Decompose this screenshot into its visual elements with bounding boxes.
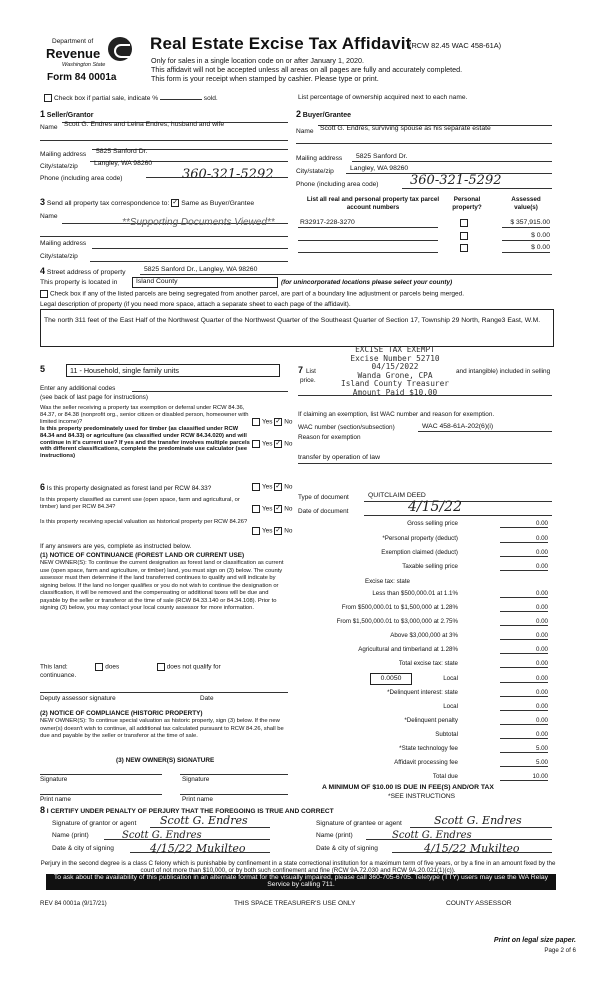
fee-row: Above $3,000,000 at 3% 0.00	[390, 632, 548, 639]
exemption-reason-label: Reason for exemption	[298, 434, 361, 441]
seller-city[interactable]: Langley, WA 98260	[94, 160, 153, 167]
grantor-name-label: Name (print)	[52, 832, 89, 839]
sec7-list-label: List	[306, 368, 316, 375]
assessed-value[interactable]: $ 357,915.00	[510, 219, 550, 226]
exemption-yes-no: Yes ✓ No	[252, 418, 292, 426]
exemption-question: Was the seller receiving a property tax exemption or deferral under RCW 84.36, 84.37, or 84.38 (nonprofit org., senior citizen or disabled person, homeowner with limited income)?	[40, 405, 249, 425]
ag-timber-tax[interactable]: 0.00	[500, 646, 548, 654]
fee-row: Total excise tax: state 0.00	[398, 660, 548, 667]
wac-number-label: WAC number (section/subsection)	[298, 424, 395, 431]
buyer-mail-label: Mailing address	[296, 155, 343, 162]
local-rate: 0.0050	[380, 675, 402, 682]
owner-signature-label-2: Signature	[182, 776, 210, 783]
buyer-name[interactable]: Scott G. Endres, surviving spouse as his separate estate	[320, 125, 491, 132]
fee-row: From $1,500,000.01 to $3,000,000 at 2.75% 0.00	[336, 618, 548, 625]
assessed-value[interactable]: $ 0.00	[531, 244, 550, 251]
ownership-note: List percentage of ownership acquired next to each name.	[298, 94, 468, 101]
subtotal[interactable]: 0.00	[500, 731, 548, 739]
historic-yes-checkbox[interactable]	[252, 527, 260, 535]
buyer-name-label: Name	[296, 128, 314, 135]
fee-row: Total due 10.00	[432, 773, 548, 780]
personal-property-deduct[interactable]: 0.00	[500, 535, 548, 543]
deputy-date-label: Date	[200, 695, 214, 702]
fee-row: *State technology fee 5.00	[399, 745, 548, 752]
seller-mail-label: Mailing address	[40, 151, 87, 158]
fee-row: Subtotal 0.00	[435, 731, 548, 738]
parcel-col-header: List all real and personal property tax parcel account numbers	[306, 196, 440, 211]
partial-sale-suffix: sold.	[203, 94, 218, 102]
additional-codes-note: (see back of last page for instructions)	[40, 394, 148, 401]
agency-name: Revenue	[46, 46, 101, 61]
section-7-number: 7	[298, 365, 304, 375]
historic-no-checkbox[interactable]	[274, 527, 282, 535]
continuance-word: continuance.	[40, 672, 77, 679]
seller-phone[interactable]: 360-321-5292	[182, 167, 274, 182]
street-address-row: 4 Street address of property	[40, 266, 126, 276]
header-line-2: This affidavit will not be accepted unless all areas on all pages are fully and accurately completed.	[151, 65, 463, 74]
timber-question: Is this property predominately used for timber (as classified under RCW 84.34 and 84.33) or agriculture (as classified under RCW 84.34.020) and will continue in it's current use? If yes and the transfer involves multiple parcels with different classifications, complete the predominate use calculator (see instructions)	[40, 426, 250, 460]
county-assessor-label: COUNTY ASSESSOR	[446, 900, 512, 907]
fee-row: Gross selling price 0.00	[407, 520, 548, 527]
forest-yes-checkbox[interactable]	[252, 483, 260, 491]
sec3-city-label: City/state/zip	[40, 253, 78, 260]
doc-date-label: Date of document	[298, 508, 349, 515]
grantor-date-label: Date & city of signing	[52, 845, 114, 852]
partial-sale-checkbox[interactable]	[44, 94, 52, 102]
county-value: Island County	[136, 278, 178, 285]
buyer-heading: 2 Buyer/Grantee	[296, 109, 352, 119]
total-due[interactable]: 10.00	[500, 773, 548, 781]
minimum-due-note: A MINIMUM OF $10.00 IS DUE IN FEE(S) AND/OR TAX	[322, 784, 494, 791]
grantee-sig-label: Signature of grantee or agent	[316, 820, 402, 827]
certify-heading: 8 I CERTIFY UNDER PENALTY OF PERJURY THAT THE FOREGOING IS TRUE AND CORRECT	[40, 805, 334, 815]
partial-sale-label: Check box if partial sale, indicate %	[54, 94, 159, 102]
buyer-city-label: City/state/zip	[296, 168, 334, 175]
accessibility-banner: To ask about the availability of this publication in an alternate format for the visually impaired, please call 360-705-6705. Teletype (TTY) users may use the WA Relay Service by calling 711.	[46, 874, 556, 890]
this-land-row: This land: does does not qualify for	[40, 663, 221, 671]
segregation-row: Check box if any of the listed parcels are being segregated from another parcel, are part of a boundary line adjustment or parcels being merged.	[40, 290, 464, 298]
personal-property-checkbox[interactable]	[460, 244, 468, 252]
located-in-label: This property is located in	[40, 279, 118, 286]
current-use-yes-no: Yes ✓ No	[252, 505, 292, 513]
local-tax[interactable]: 0.00	[500, 675, 548, 683]
excise-exempt-stamp: EXCISE TAX EXEMPT Excise Number 52710 04/15/2022 Wanda Grone, CPA Island County Treasurer Amount Paid $10.00	[341, 345, 449, 397]
historic-yes-no: Yes ✓ No	[252, 527, 292, 535]
seller-heading: 1 Seller/Grantor	[40, 109, 94, 119]
county-note: (for unincorporated locations please select your county)	[281, 279, 453, 286]
exemption-yes-checkbox[interactable]	[252, 418, 260, 426]
seller-phone-label: Phone (including area code)	[40, 175, 123, 182]
assessed-col-header: Assessed value(s)	[511, 196, 541, 211]
compliance-heading: (2) NOTICE OF COMPLIANCE (HISTORIC PROPERTY)	[40, 710, 203, 717]
fee-row: *Delinquent interest: state 0.00	[387, 689, 548, 696]
tax-tier-4[interactable]: 0.00	[500, 632, 548, 640]
grantee-signature[interactable]: Scott G. Endres	[434, 814, 522, 827]
taxable-selling-price[interactable]: 0.00	[500, 563, 548, 571]
logo-swoosh-icon	[114, 44, 130, 58]
continuance-text: NEW OWNER(S): To continue the current designation as forest land or classification as current use (open space, farm and agriculture, or timber) land, you must sign on (3) below. The county assessor must then determine if the land transferred continues to qualify and will indicate by signing below. If the land no longer qualifies or you do not wish to continue the designation or classification, it will be removed and the compensating or additional taxes will be due and payable by the seller or transferor at the time of sale (RCW 84.33.140 or 84.34.108). Prior to signing (3) below, you may contact your local county assessor for more information.	[40, 560, 284, 611]
grantor-print-name[interactable]: Scott G. Endres	[122, 830, 202, 841]
land-use-code: 11 - Household, single family units	[70, 366, 179, 375]
personal-property-checkbox[interactable]	[460, 232, 468, 240]
legal-desc-label: Legal description of property (if you need more space, attach a separate sheet to each page of the affidavit).	[40, 301, 351, 308]
grantee-print-name[interactable]: Scott G. Endres	[392, 830, 472, 841]
delinquent-penalty[interactable]: 0.00	[500, 717, 548, 725]
form-rcw: (RCW 82.45 WAC 458-61A)	[409, 41, 502, 50]
same-as-buyer-checkbox[interactable]	[171, 199, 179, 207]
form-title: Real Estate Excise Tax Affidavit	[150, 34, 412, 53]
fee-row: Affidavit processing fee 5.00	[394, 759, 548, 766]
fee-row: *Personal property (deduct) 0.00	[382, 535, 548, 542]
current-use-question: Is this property classified as current use (open space, farm and agricultural, or timber) land per RCW 84.34?	[40, 497, 240, 510]
parcel-number[interactable]: R32917-228-3270	[300, 219, 355, 226]
parcel-row	[298, 231, 550, 242]
land-does-checkbox[interactable]	[95, 663, 103, 671]
sec7-rest-label: and intangible) included in selling	[456, 368, 551, 375]
doc-type[interactable]: QUITCLAIM DEED	[368, 492, 426, 499]
form-number: Form 84 0001a	[47, 72, 117, 83]
see-instructions-note: *SEE INSTRUCTIONS	[388, 793, 456, 800]
fee-row: *Delinquent penalty 0.00	[404, 717, 548, 724]
county-select[interactable]	[132, 277, 278, 288]
delinquent-interest-local[interactable]: 0.00	[500, 703, 548, 711]
property-street[interactable]: 5825 Sanford Dr., Langley, WA 98260	[144, 266, 258, 273]
seller-mail[interactable]: 5825 Sanford Dr.	[96, 148, 148, 155]
exemption-reason[interactable]: transfer by operation of law	[298, 454, 380, 461]
personal-property-checkbox[interactable]	[460, 219, 468, 227]
compliance-text: NEW OWNER(S): To continue special valuation as historic property, sign (3) below. If the new owner(s) doesn't wish to continue, all additional tax calculated pursuant to RCW 84.26, shall be due and payable by the seller or transferor at the time of sale.	[40, 718, 284, 739]
fee-row: Agricultural and timberland at 1.28% 0.00	[358, 646, 548, 653]
seller-name-label: Name	[40, 124, 58, 131]
sec3-mail-label: Mailing address	[40, 240, 87, 247]
if-yes-note: If any answers are yes, complete as instructed below.	[40, 543, 192, 550]
tax-tier-2[interactable]: 0.00	[500, 604, 548, 612]
assessed-value[interactable]: $ 0.00	[531, 232, 550, 239]
historic-question: Is this property receiving special valuation as historical property per RCW 84.26?	[40, 519, 248, 525]
doc-type-label: Type of document	[298, 494, 349, 501]
timber-no-checkbox[interactable]	[274, 440, 282, 448]
header-line-1: Only for sales in a single location code on or after January 1, 2020.	[151, 56, 364, 65]
perjury-notice: Perjury in the second degree is a class C felony which is punishable by confinement in a state correctional institution for a maximum term of five years, or by a fine in an amount fixed by the court of not more than $10,000, or by both such confinement and fine (RCW 9A.72.030 and RCW 9A.20.021(1)(c)).	[40, 860, 556, 875]
doc-date[interactable]: 4/15/22	[408, 499, 462, 515]
grantee-date-label: Date & city of signing	[316, 845, 378, 852]
section-5-number: 5	[40, 364, 46, 374]
sec7-price-label: price.	[300, 377, 316, 384]
page-number: Page 2 of 6	[544, 947, 576, 954]
state-label: Washington State	[62, 62, 106, 68]
delinquent-interest-state[interactable]: 0.00	[500, 689, 548, 697]
grantee-date-city[interactable]: 4/15/22 Mukilteo	[424, 842, 520, 855]
grantor-signature[interactable]: Scott G. Endres	[160, 814, 248, 827]
fee-row: Local 0.00	[443, 703, 548, 710]
forest-no-checkbox[interactable]	[274, 483, 282, 491]
revision-label: REV 84 0001a (9/17/21)	[40, 900, 107, 907]
buyer-phone-label: Phone (including area code)	[296, 181, 379, 188]
legal-description-box[interactable]	[40, 309, 554, 347]
wac-number[interactable]: WAC 458-61A-202(6)(i)	[422, 423, 494, 430]
header-line-3: This form is your receipt when stamped by cashier. Please type or print.	[151, 74, 379, 83]
treasurer-use-label: THIS SPACE TREASURER'S USE ONLY	[234, 900, 356, 907]
land-use-code-select[interactable]	[66, 364, 280, 377]
grantor-date-city[interactable]: 4/15/22 Mukilteo	[150, 842, 246, 855]
seller-city-label: City/state/zip	[40, 163, 78, 170]
timber-yes-no: Yes ✓ No	[252, 440, 292, 448]
parcel-row	[298, 218, 550, 229]
fee-row: From $500,000.01 to $1,500,000 at 1.28% 0.00	[341, 604, 548, 611]
owner-signature-label: Signature	[40, 776, 68, 783]
personal-col-header: Personal property?	[452, 196, 482, 211]
owner-print-label: Print name	[40, 796, 71, 803]
tax-tier-1[interactable]: 0.00	[500, 590, 548, 598]
seller-name[interactable]: Scott G. Endres and Leina Endres, husband and wife	[64, 121, 225, 128]
additional-codes-label: Enter any additional codes	[40, 385, 116, 392]
current-use-no-checkbox[interactable]	[274, 505, 282, 513]
grantor-sig-label: Signature of grantor or agent	[52, 820, 137, 827]
exemption-claim-label: If claiming an exemption, list WAC number and reason for exemption.	[298, 411, 495, 418]
exemption-claimed[interactable]: 0.00	[500, 549, 548, 557]
sec3-name-label: Name	[40, 213, 58, 220]
deputy-signature-label: Deputy assessor signature	[40, 695, 116, 702]
forest-land-question: 6 Is this property designated as forest land per RCW 84.33?	[40, 482, 212, 492]
supporting-docs-note: **Supporting Documents Viewed**	[122, 217, 275, 228]
state-technology-fee[interactable]: 5.00	[500, 745, 548, 753]
continuance-heading: (1) NOTICE OF CONTINUANCE (FOREST LAND OR CURRENT USE)	[40, 552, 245, 559]
exemption-no-checkbox[interactable]	[274, 418, 282, 426]
section-3-label: 3 Send all property tax correspondence to: ✓ Same as Buyer/Grantee	[40, 197, 254, 207]
current-use-yes-checkbox[interactable]	[252, 505, 260, 513]
affidavit-processing-fee[interactable]: 5.00	[500, 759, 548, 767]
owner-print-label-2: Print name	[182, 796, 213, 803]
partial-sale-row	[44, 94, 218, 102]
legal-description: The north 311 feet of the East Half of the Northwest Quarter of the Northwest Quarter of the Southeast Quarter of Section 17, Township 29 North, Range3 East, W.M.	[44, 317, 541, 324]
fee-row: Less than $500,000.01 at 1.1% 0.00	[372, 590, 548, 597]
fee-row: Exemption claimed (deduct) 0.00	[381, 549, 548, 556]
tax-tier-3[interactable]: 0.00	[500, 618, 548, 626]
legal-size-note: Print on legal size paper.	[493, 937, 576, 944]
land-does-not-checkbox[interactable]	[157, 663, 165, 671]
parcel-row	[298, 243, 550, 254]
buyer-mail[interactable]: 5825 Sanford Dr.	[356, 153, 408, 160]
dept-label: Department of	[52, 38, 94, 45]
fee-row: Local 0.00	[443, 675, 548, 682]
timber-yes-checkbox[interactable]	[252, 440, 260, 448]
buyer-city[interactable]: Langley, WA 98260	[350, 165, 409, 172]
segregation-checkbox[interactable]	[40, 290, 48, 298]
buyer-phone[interactable]: 360-321-5292	[410, 173, 502, 188]
total-excise-state[interactable]: 0.00	[500, 660, 548, 668]
forest-yes-no: Yes ✓ No	[252, 483, 292, 491]
new-owner-heading: (3) NEW OWNER(S) SIGNATURE	[116, 757, 215, 764]
fee-row: Taxable selling price 0.00	[402, 563, 548, 570]
grantee-name-label: Name (print)	[316, 832, 353, 839]
fee-row: Excise tax: state	[364, 578, 410, 585]
gross-selling-price[interactable]: 0.00	[500, 520, 548, 528]
